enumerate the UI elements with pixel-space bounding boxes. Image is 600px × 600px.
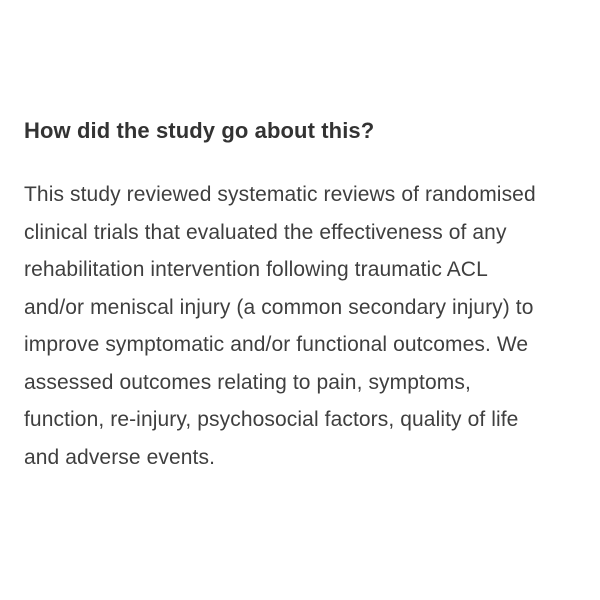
section-heading: How did the study go about this? <box>24 118 375 143</box>
paragraph-line: improve symptomatic and/or functional outcomes. We <box>24 333 529 356</box>
paragraph-line: clinical trials that evaluated the effectiveness of any <box>24 220 507 244</box>
paragraph-line: assessed outcomes relating to pain, symptoms, <box>24 370 471 394</box>
paragraph-line: and adverse events. <box>24 445 216 469</box>
paragraph-line: and/or meniscal injury (a common secondary injury) to <box>24 295 534 319</box>
article-paragraph <box>24 176 600 476</box>
article <box>24 116 584 146</box>
paragraph-line: rehabilitation intervention following traumatic ACL <box>24 258 488 281</box>
paragraph-line: function, re-injury, psychosocial factors, quality of life <box>24 408 519 431</box>
paragraph-line: This study reviewed systematic reviews of randomised <box>24 183 536 206</box>
